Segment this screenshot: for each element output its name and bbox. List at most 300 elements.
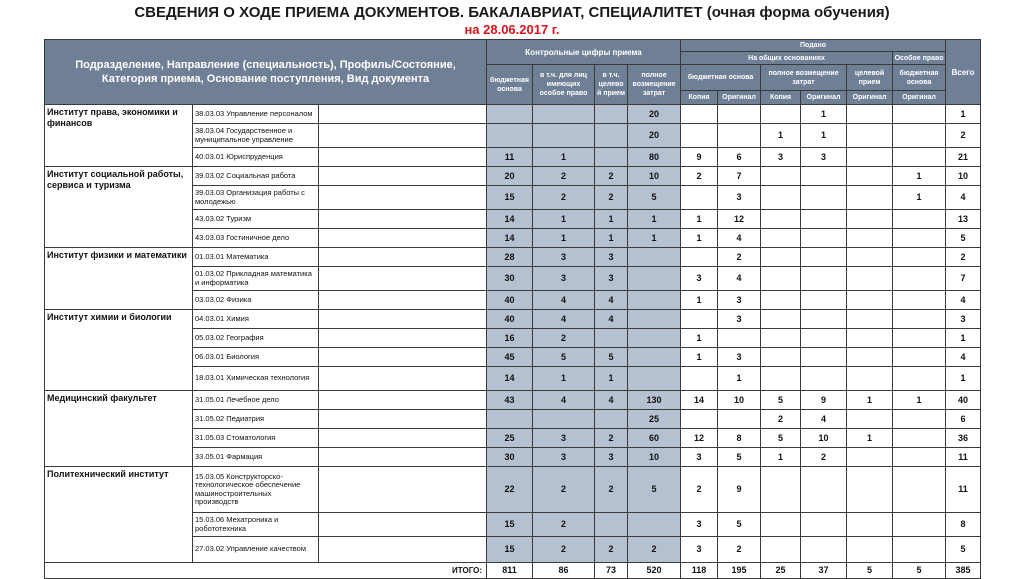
cell-full-comp-copy	[761, 229, 801, 248]
profile-cell	[319, 291, 487, 310]
cell-full-comp-original	[801, 210, 847, 229]
cell-budget-copy: 1	[681, 229, 718, 248]
cell-total: 5	[946, 229, 981, 248]
cell-kc-full-comp: 1	[628, 229, 681, 248]
profile-cell	[319, 210, 487, 229]
program-name: 39.03.02 Социальная работа	[193, 167, 319, 186]
program-name: 31.05.02 Педиатрия	[193, 410, 319, 429]
cell-kc-full-comp	[628, 248, 681, 267]
cell-special-original	[893, 537, 946, 563]
header-special: Особое право	[893, 52, 946, 65]
cell-full-comp-original	[801, 513, 847, 537]
cell-kc-target	[595, 124, 628, 148]
cell-kc-target: 1	[595, 229, 628, 248]
cell-special-original: 1	[893, 186, 946, 210]
total-full-comp-copy: 25	[761, 563, 801, 579]
cell-full-comp-original: 2	[801, 448, 847, 467]
profile-cell	[319, 429, 487, 448]
header-total: Всего	[946, 40, 981, 105]
cell-budget-copy: 9	[681, 148, 718, 167]
cell-target-original	[847, 310, 893, 329]
cell-kc-full-comp: 20	[628, 105, 681, 124]
program-name: 27.03.02 Управление качеством	[193, 537, 319, 563]
cell-full-comp-original: 10	[801, 429, 847, 448]
cell-budget-copy	[681, 248, 718, 267]
institute-name: Институт права, экономики и финансов	[45, 105, 193, 167]
cell-kc-special-right: 5	[533, 348, 595, 367]
cell-kc-budget: 40	[487, 291, 533, 310]
program-name: 18.03.01 Химическая технология	[193, 367, 319, 391]
cell-kc-full-comp	[628, 367, 681, 391]
totals-row	[45, 563, 981, 579]
header-full-comp: полное возмещение затрат	[761, 65, 847, 91]
header-special-budget: бюджетная основа	[893, 65, 946, 91]
cell-target-original	[847, 513, 893, 537]
cell-full-comp-copy: 3	[761, 148, 801, 167]
table-row	[45, 167, 981, 186]
header-kc-full-comp: полное возмещение затрат	[628, 65, 681, 105]
cell-full-comp-original: 1	[801, 124, 847, 148]
cell-budget-original: 1	[718, 367, 761, 391]
header-general: На общих основаниях	[681, 52, 893, 65]
cell-kc-target: 2	[595, 186, 628, 210]
cell-special-original	[893, 267, 946, 291]
cell-full-comp-original: 9	[801, 391, 847, 410]
cell-total: 6	[946, 410, 981, 429]
cell-kc-budget: 11	[487, 148, 533, 167]
cell-kc-budget	[487, 105, 533, 124]
total-kc-budget: 811	[487, 563, 533, 579]
cell-total: 3	[946, 310, 981, 329]
institute-name: Институт социальной работы, сервиса и туризма	[45, 167, 193, 248]
cell-budget-copy	[681, 310, 718, 329]
cell-full-comp-copy: 1	[761, 124, 801, 148]
cell-kc-special-right: 3	[533, 448, 595, 467]
profile-cell	[319, 410, 487, 429]
cell-target-original	[847, 267, 893, 291]
program-name: 01.03.02 Прикладная математика и информатика	[193, 267, 319, 291]
cell-kc-budget	[487, 124, 533, 148]
cell-budget-copy: 12	[681, 429, 718, 448]
cell-kc-full-comp: 80	[628, 148, 681, 167]
cell-kc-full-comp: 5	[628, 467, 681, 513]
cell-special-original	[893, 348, 946, 367]
cell-full-comp-original	[801, 310, 847, 329]
cell-budget-copy: 1	[681, 329, 718, 348]
profile-cell	[319, 537, 487, 563]
report-date: на 28.06.2017 г.	[464, 22, 560, 37]
cell-kc-budget: 15	[487, 513, 533, 537]
header-kc-budget: бюджетная основа	[487, 65, 533, 105]
cell-kc-full-comp: 20	[628, 124, 681, 148]
program-name: 43.03.03 Гостиничное дело	[193, 229, 319, 248]
title-normal: (очная форма обучения)	[706, 4, 890, 21]
cell-kc-target: 2	[595, 537, 628, 563]
cell-special-original	[893, 367, 946, 391]
total-budget-copy: 118	[681, 563, 718, 579]
cell-kc-special-right: 2	[533, 513, 595, 537]
cell-kc-special-right	[533, 410, 595, 429]
cell-budget-original: 8	[718, 429, 761, 448]
cell-budget-original: 10	[718, 391, 761, 410]
cell-kc-special-right: 2	[533, 537, 595, 563]
cell-target-original	[847, 167, 893, 186]
cell-budget-original	[718, 410, 761, 429]
cell-special-original	[893, 210, 946, 229]
cell-kc-target: 1	[595, 367, 628, 391]
cell-budget-copy: 3	[681, 267, 718, 291]
cell-special-original	[893, 310, 946, 329]
cell-kc-full-comp	[628, 267, 681, 291]
cell-kc-special-right	[533, 124, 595, 148]
cell-kc-special-right	[533, 105, 595, 124]
cell-total: 4	[946, 348, 981, 367]
cell-special-original	[893, 467, 946, 513]
program-name: 15.03.05 Конструкторско-технологическое обеспечение машиностроительных производств	[193, 467, 319, 513]
cell-kc-full-comp: 5	[628, 186, 681, 210]
cell-budget-copy: 3	[681, 448, 718, 467]
profile-cell	[319, 124, 487, 148]
cell-target-original	[847, 248, 893, 267]
cell-kc-target: 5	[595, 348, 628, 367]
cell-target-original	[847, 448, 893, 467]
header-budget: бюджетная основа	[681, 65, 761, 91]
cell-full-comp-copy	[761, 291, 801, 310]
cell-budget-copy	[681, 410, 718, 429]
program-name: 38.03.04 Государственное и муниципальное управление	[193, 124, 319, 148]
cell-full-comp-copy: 1	[761, 448, 801, 467]
program-name: 15.03.06 Мехатроника и робототехника	[193, 513, 319, 537]
table-header	[45, 40, 981, 105]
cell-full-comp-copy	[761, 248, 801, 267]
cell-kc-target: 2	[595, 429, 628, 448]
header-kc-special-right: в т.ч. для лиц имеющих особое право	[533, 65, 595, 105]
table-row	[45, 248, 981, 267]
cell-full-comp-copy	[761, 186, 801, 210]
cell-full-comp-copy: 5	[761, 391, 801, 410]
cell-kc-target: 4	[595, 291, 628, 310]
cell-budget-copy	[681, 124, 718, 148]
cell-target-original	[847, 210, 893, 229]
cell-kc-full-comp: 1	[628, 210, 681, 229]
profile-cell	[319, 267, 487, 291]
cell-total: 11	[946, 467, 981, 513]
cell-budget-original: 4	[718, 267, 761, 291]
cell-kc-target	[595, 329, 628, 348]
cell-budget-original: 3	[718, 348, 761, 367]
profile-cell	[319, 167, 487, 186]
cell-kc-target: 2	[595, 467, 628, 513]
institute-name: Медицинский факультет	[45, 391, 193, 467]
cell-budget-original: 2	[718, 248, 761, 267]
header-main: Подразделение, Направление (специальность), Профиль/Состояние, Категория приема, Основание поступления, Вид документа	[45, 40, 487, 105]
cell-special-original	[893, 105, 946, 124]
cell-budget-copy	[681, 105, 718, 124]
header-original: Оригинал	[847, 91, 893, 105]
cell-full-comp-copy	[761, 467, 801, 513]
header-submitted: Подано	[681, 40, 946, 52]
cell-total: 2	[946, 124, 981, 148]
cell-full-comp-copy: 5	[761, 429, 801, 448]
institute-name: Институт физики и математики	[45, 248, 193, 310]
cell-kc-full-comp	[628, 291, 681, 310]
cell-target-original	[847, 105, 893, 124]
cell-full-comp-copy	[761, 329, 801, 348]
program-name: 05.03.02 География	[193, 329, 319, 348]
profile-cell	[319, 391, 487, 410]
cell-full-comp-copy: 2	[761, 410, 801, 429]
cell-special-original	[893, 329, 946, 348]
cell-full-comp-original	[801, 329, 847, 348]
cell-total: 4	[946, 186, 981, 210]
header-original: Оригинал	[801, 91, 847, 105]
cell-target-original	[847, 124, 893, 148]
cell-special-original	[893, 513, 946, 537]
profile-cell	[319, 448, 487, 467]
cell-target-original	[847, 467, 893, 513]
cell-kc-budget: 14	[487, 210, 533, 229]
cell-special-original	[893, 248, 946, 267]
cell-full-comp-original	[801, 267, 847, 291]
profile-cell	[319, 148, 487, 167]
cell-kc-target: 3	[595, 267, 628, 291]
cell-kc-special-right: 3	[533, 429, 595, 448]
cell-kc-target: 2	[595, 167, 628, 186]
program-name: 38.03.03 Управление персоналом	[193, 105, 319, 124]
cell-full-comp-original	[801, 348, 847, 367]
cell-kc-special-right: 2	[533, 167, 595, 186]
cell-full-comp-original	[801, 248, 847, 267]
program-name: 33.05.01 Фармация	[193, 448, 319, 467]
cell-kc-full-comp: 25	[628, 410, 681, 429]
cell-budget-copy	[681, 367, 718, 391]
cell-kc-budget	[487, 410, 533, 429]
cell-total: 40	[946, 391, 981, 410]
cell-budget-original: 5	[718, 513, 761, 537]
cell-total: 2	[946, 248, 981, 267]
table-row	[45, 391, 981, 410]
cell-budget-copy: 14	[681, 391, 718, 410]
cell-budget-original: 4	[718, 229, 761, 248]
cell-total: 1	[946, 329, 981, 348]
cell-total: 4	[946, 291, 981, 310]
cell-full-comp-copy	[761, 310, 801, 329]
cell-budget-original: 7	[718, 167, 761, 186]
cell-target-original	[847, 229, 893, 248]
cell-full-comp-original	[801, 367, 847, 391]
cell-target-original	[847, 291, 893, 310]
cell-target-original: 1	[847, 429, 893, 448]
program-name: 04.03.01 Химия	[193, 310, 319, 329]
cell-kc-target	[595, 410, 628, 429]
cell-budget-copy: 2	[681, 167, 718, 186]
program-name: 03.03.02 Физика	[193, 291, 319, 310]
cell-target-original	[847, 348, 893, 367]
cell-full-comp-original	[801, 467, 847, 513]
cell-special-original	[893, 124, 946, 148]
cell-target-original	[847, 410, 893, 429]
cell-kc-special-right: 2	[533, 467, 595, 513]
cell-kc-full-comp	[628, 513, 681, 537]
cell-special-original	[893, 229, 946, 248]
cell-kc-budget: 40	[487, 310, 533, 329]
cell-full-comp-copy	[761, 537, 801, 563]
cell-special-original	[893, 291, 946, 310]
cell-full-comp-copy	[761, 513, 801, 537]
cell-full-comp-original: 4	[801, 410, 847, 429]
cell-budget-copy: 2	[681, 467, 718, 513]
program-name: 06.03.01 Биология	[193, 348, 319, 367]
cell-kc-special-right: 4	[533, 310, 595, 329]
cell-kc-budget: 45	[487, 348, 533, 367]
cell-kc-budget: 15	[487, 537, 533, 563]
cell-kc-budget: 28	[487, 248, 533, 267]
cell-total: 21	[946, 148, 981, 167]
table-row	[45, 105, 981, 124]
profile-cell	[319, 467, 487, 513]
totals-label: ИТОГО:	[45, 563, 487, 579]
header-kc: Контрольные цифры приема	[487, 40, 681, 65]
cell-budget-copy: 3	[681, 513, 718, 537]
cell-target-original	[847, 537, 893, 563]
cell-kc-special-right: 2	[533, 186, 595, 210]
cell-total: 36	[946, 429, 981, 448]
cell-total: 1	[946, 105, 981, 124]
cell-total: 7	[946, 267, 981, 291]
total-full-comp-original: 37	[801, 563, 847, 579]
cell-kc-special-right: 4	[533, 391, 595, 410]
header-target: целевой прием	[847, 65, 893, 91]
profile-cell	[319, 105, 487, 124]
cell-kc-budget: 15	[487, 186, 533, 210]
page-title	[0, 4, 1024, 21]
cell-full-comp-original	[801, 537, 847, 563]
cell-budget-original: 12	[718, 210, 761, 229]
cell-special-original	[893, 148, 946, 167]
cell-kc-full-comp: 10	[628, 167, 681, 186]
admissions-table	[44, 39, 981, 579]
cell-total: 5	[946, 537, 981, 563]
cell-full-comp-copy	[761, 367, 801, 391]
cell-full-comp-original: 3	[801, 148, 847, 167]
cell-kc-target: 4	[595, 310, 628, 329]
cell-kc-budget: 14	[487, 367, 533, 391]
total-kc-special-right: 86	[533, 563, 595, 579]
cell-full-comp-copy	[761, 105, 801, 124]
institute-name: Политехнический институт	[45, 467, 193, 563]
cell-kc-budget: 25	[487, 429, 533, 448]
cell-full-comp-copy	[761, 210, 801, 229]
cell-kc-special-right: 2	[533, 329, 595, 348]
cell-budget-original: 5	[718, 448, 761, 467]
profile-cell	[319, 310, 487, 329]
cell-kc-special-right: 1	[533, 148, 595, 167]
header-original: Оригинал	[893, 91, 946, 105]
table-row	[45, 310, 981, 329]
cell-budget-original	[718, 329, 761, 348]
cell-total: 13	[946, 210, 981, 229]
table-body	[45, 105, 981, 579]
cell-special-original: 1	[893, 391, 946, 410]
cell-budget-original	[718, 105, 761, 124]
cell-budget-copy	[681, 186, 718, 210]
cell-total: 11	[946, 448, 981, 467]
profile-cell	[319, 367, 487, 391]
program-name: 31.05.03 Стоматология	[193, 429, 319, 448]
total-special-original: 5	[893, 563, 946, 579]
cell-target-original	[847, 148, 893, 167]
cell-special-original	[893, 448, 946, 467]
cell-full-comp-original	[801, 229, 847, 248]
cell-full-comp-original	[801, 291, 847, 310]
cell-budget-copy: 1	[681, 210, 718, 229]
cell-kc-full-comp	[628, 329, 681, 348]
cell-kc-budget: 22	[487, 467, 533, 513]
total-kc-full-comp: 520	[628, 563, 681, 579]
program-name: 39.03.03 Организация работы с молодежью	[193, 186, 319, 210]
cell-kc-target: 4	[595, 391, 628, 410]
cell-target-original	[847, 329, 893, 348]
profile-cell	[319, 329, 487, 348]
cell-kc-full-comp: 60	[628, 429, 681, 448]
cell-budget-original	[718, 124, 761, 148]
table-row	[45, 467, 981, 513]
cell-budget-original: 6	[718, 148, 761, 167]
cell-budget-original: 9	[718, 467, 761, 513]
institute-name: Институт химии и биологии	[45, 310, 193, 391]
cell-full-comp-copy	[761, 348, 801, 367]
cell-total: 10	[946, 167, 981, 186]
total-target-original: 5	[847, 563, 893, 579]
cell-target-original: 1	[847, 391, 893, 410]
total-kc-target: 73	[595, 563, 628, 579]
cell-target-original	[847, 186, 893, 210]
cell-kc-budget: 14	[487, 229, 533, 248]
cell-kc-full-comp: 2	[628, 537, 681, 563]
profile-cell	[319, 348, 487, 367]
title-bold: СВЕДЕНИЯ О ХОДЕ ПРИЕМА ДОКУМЕНТОВ. БАКАЛАВРИАТ, СПЕЦИАЛИТЕТ	[134, 4, 703, 21]
cell-kc-budget: 20	[487, 167, 533, 186]
cell-special-original	[893, 410, 946, 429]
cell-kc-target	[595, 148, 628, 167]
profile-cell	[319, 248, 487, 267]
cell-kc-budget: 43	[487, 391, 533, 410]
cell-kc-full-comp: 10	[628, 448, 681, 467]
cell-kc-full-comp	[628, 310, 681, 329]
profile-cell	[319, 229, 487, 248]
cell-full-comp-original	[801, 186, 847, 210]
header-original: Оригинал	[718, 91, 761, 105]
cell-budget-original: 3	[718, 186, 761, 210]
profile-cell	[319, 186, 487, 210]
program-name: 43.03.02 Туризм	[193, 210, 319, 229]
header-copy: Копия	[681, 91, 718, 105]
cell-budget-copy: 3	[681, 537, 718, 563]
cell-kc-special-right: 1	[533, 367, 595, 391]
cell-kc-target: 1	[595, 210, 628, 229]
header-copy: Копия	[761, 91, 801, 105]
cell-kc-target: 3	[595, 248, 628, 267]
profile-cell	[319, 513, 487, 537]
cell-budget-original: 3	[718, 310, 761, 329]
cell-full-comp-original: 1	[801, 105, 847, 124]
cell-kc-target	[595, 513, 628, 537]
cell-budget-original: 3	[718, 291, 761, 310]
cell-special-original	[893, 429, 946, 448]
cell-kc-target: 3	[595, 448, 628, 467]
cell-full-comp-copy	[761, 267, 801, 291]
cell-budget-original: 2	[718, 537, 761, 563]
